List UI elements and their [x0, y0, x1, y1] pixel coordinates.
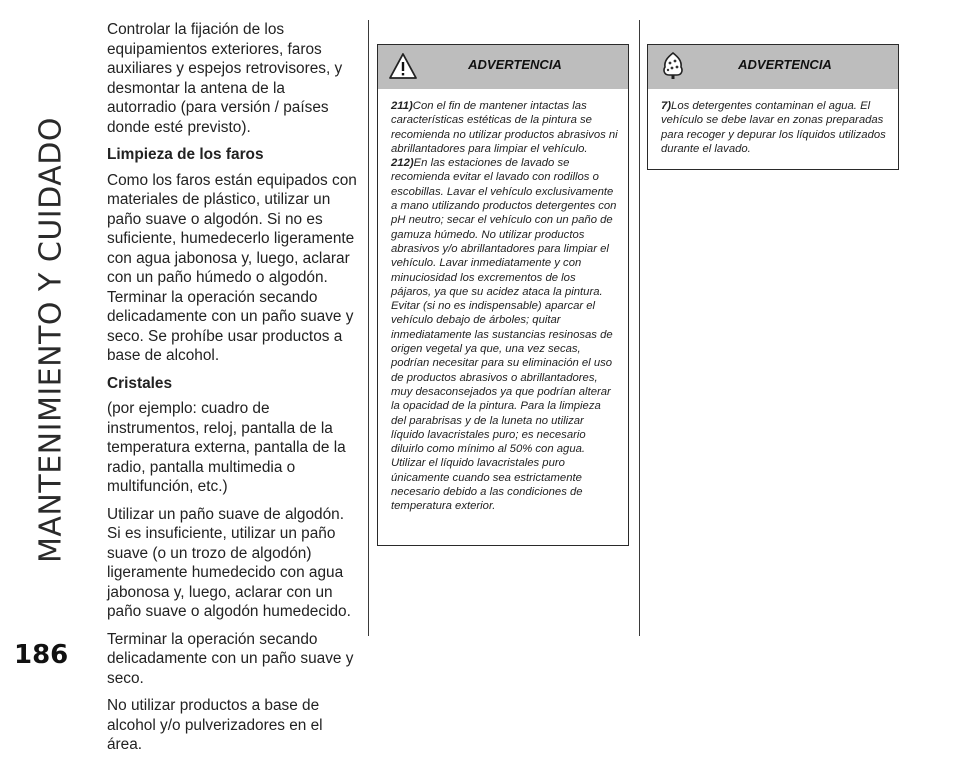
paragraph-headlights: Como los faros están equipados con materiales de plástico, utilizar un paño suave o algodón. Si no es suficiente, humedecerlo ligeramente con agua jabonosa y, luego, aclarar con un paño húmedo o algodón. Terminar la operación secando delicadamente con un paño suave y seco. Se prohíbe usar productos a base de alcohol.: [107, 171, 357, 364]
warning-box-paint: [377, 44, 629, 546]
warning-header: [378, 45, 628, 89]
heading-glass: Cristales: [107, 374, 173, 392]
paragraph-fixing: Controlar la fijación de los equipamientos exteriores, faros auxiliares y espejos retrovisores, y desmontar la antena de la autorradio (para versión / países donde esté previsto).: [107, 21, 343, 136]
note-number: 211): [391, 100, 413, 112]
page-number: 186: [14, 640, 69, 670]
paragraph-glass-examples: (por ejemplo: cuadro de instrumentos, reloj, pantalla de la temperatura externa, pantalla de la radio, pantalla multimedia o multifunción, etc.): [107, 400, 346, 495]
warning-item-212: [391, 156, 618, 513]
paragraph-glass-drying: Terminar la operación secando delicadamente con un paño suave y seco.: [107, 630, 354, 687]
warning-item-211: [391, 99, 618, 156]
warning-item-7: [661, 99, 888, 156]
note-text: Con el fin de mantener intactas las características estéticas de la pintura se recomienda no utilizar productos abrasivos ni abrillantadores para limpiar el vehículo.: [391, 100, 618, 155]
warning-header: [648, 45, 898, 89]
warning-body: [648, 89, 898, 166]
note-text: Los detergentes contaminan el agua. El vehículo se debe lavar en zonas preparadas para recoger y depurar los líquidos utilizados durante el lavado.: [661, 100, 886, 155]
paragraph-no-alcohol: No utilizar productos a base de alcohol y/o pulverizadores en el área.: [107, 697, 323, 753]
warning-body: [378, 89, 628, 524]
column-divider: [639, 20, 640, 636]
warning-title: ADVERTENCIA: [738, 57, 832, 72]
paragraph-glass-cleaning: Utilizar un paño suave de algodón. Si es insuficiente, utilizar un paño suave (o un trozo de algodón) ligeramente humedecido con agua jabonosa y, luego, aclarar con un paño suave o algodón humedecido.: [107, 505, 351, 620]
column-divider: [368, 20, 369, 636]
note-text: En las estaciones de lavado se recomienda evitar el lavado con rodillos o escobillas. Lavar el vehículo exclusivamente a mano utilizando productos detergentes con pH neutro; secar el vehículo con un paño de gamuza húmedo. No utilizar productos abrasivos y/o abrillantadores para limpiar el vehículo. Lavar inmediatamente y con minuciosidad los excrementos de los pájaros, ya que su acidez ataca la pintura. Evitar (si no es indispensable) aparcar el vehículo debajo de árboles; quitar inmediatamente las sustancias resinosas de origen vegetal ya que, una vez secas, podrían necesitar para su eliminación el uso de productos abrasivos o abrillantadores, muy desaconsejados ya que podrían alterar la opacidad de la pintura. Para la limpieza del parabrisas y de la luneta no utilizar líquido lavacristales puro; es necesario diluirlo como mínimo al 50% con agua. Utilizar el líquido lavacristales puro únicamente cuando sea estrictamente necesario debido a las condiciones de temperatura exterior.: [391, 157, 617, 513]
section-title: MANTENIMIENTO Y CUIDADO: [33, 117, 69, 563]
warning-box-environment: [647, 44, 899, 170]
note-number: 7): [661, 100, 672, 112]
note-number: 212): [391, 157, 414, 170]
main-text-column: [107, 20, 357, 763]
heading-headlights: Limpieza de los faros: [107, 146, 264, 163]
warning-title: ADVERTENCIA: [468, 57, 562, 72]
